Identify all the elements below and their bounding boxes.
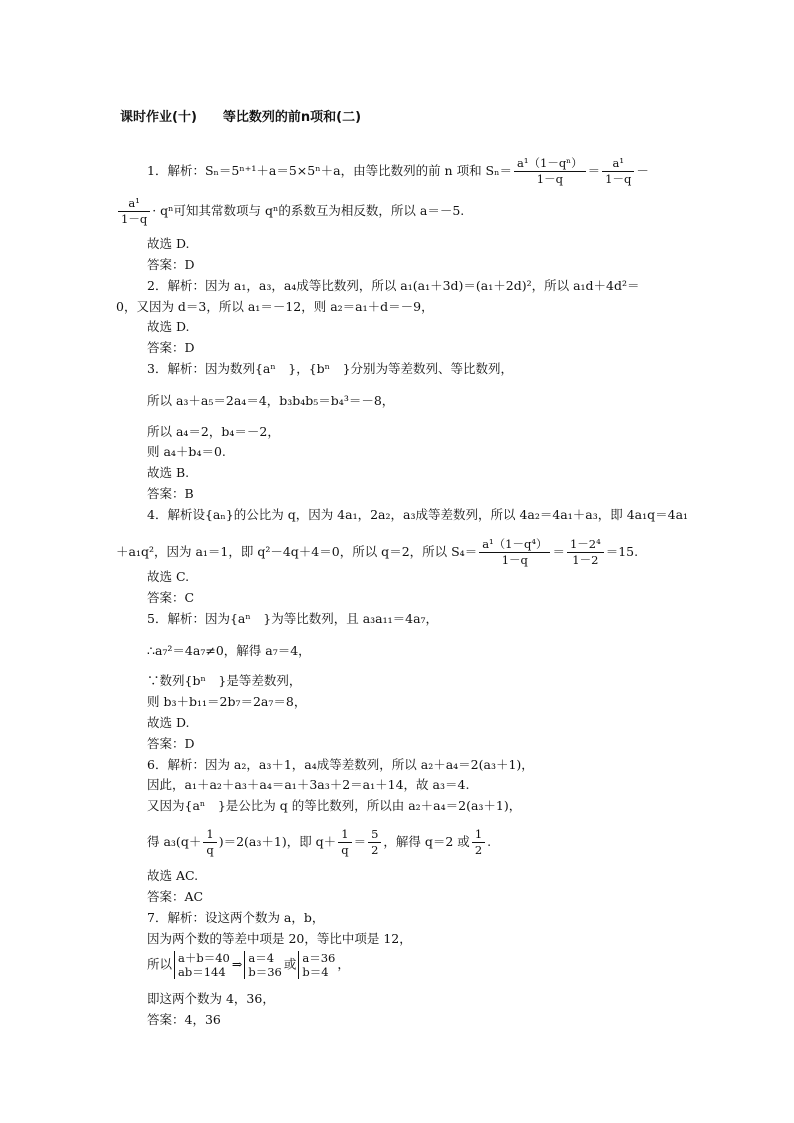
solution-7-line-3: 所以 a＋b＝40 ab＝144 ⇒ a＝4 b＝36 或 a＝36 b＝4 ， (147, 951, 350, 979)
fraction: $\frac{\text{a¹}}{1-q}$ (118, 196, 150, 227)
solution-line: 故选 D. (147, 319, 190, 334)
solution-line: ∵数列{bⁿ }是等差数列， (147, 673, 302, 688)
fraction: $\frac{5}{2}$ (368, 827, 381, 858)
answer-line: 答案：4，36 (147, 1012, 221, 1027)
solution-line: 0，又因为 d＝3，所以 a₁＝－12，则 a₂＝a₁＋d＝－9， (116, 299, 434, 314)
solution-line: 则 a₄＋b₄＝0. (147, 444, 226, 459)
answer-line: 答案：C (147, 590, 195, 605)
solution-line: 故选 C. (147, 569, 190, 584)
solution-line: 则 b₃＋b₁₁＝2b₇＝2a₇＝8， (147, 694, 307, 709)
page-title: 课时作业(十) 等比数列的前n项和(二) (120, 110, 362, 125)
solution-line: 2．解析：因为 a₁，a₃，a₄成等比数列，所以 a₁(a₁＋3d)＝(a₁＋2d)²，所以 a₁d＋4d²＝ (147, 278, 640, 293)
solution-line: 7．解析：设这两个数为 a，b， (147, 910, 325, 925)
solution-line: 所以 a₄＝2，b₄＝－2， (147, 424, 280, 439)
solution-line: 所以 a₃＋a₅＝2a₄＝4，b₃b₄b₅＝b₄³＝－8， (147, 393, 395, 408)
solution-line: 因此，a₁＋a₂＋a₃＋a₄＝a₁＋3a₃＋2＝a₁＋14，故 a₃＝4. (147, 777, 470, 792)
fraction: $\frac{1}{q}$ (203, 827, 216, 858)
solution-line: 因为两个数的等差中项是 20，等比中项是 12， (147, 931, 412, 946)
solution-line: 又因为{aⁿ }是公比为 q 的等比数列，所以由 a₂＋a₄＝2(a₃＋1)， (147, 798, 522, 813)
solution-1-line-2: $\frac{\text{a¹}}{1-q}$ · qⁿ可知其常数项与 qⁿ的系数互为相反数，所以 a＝－5. (116, 196, 464, 227)
fraction: $\frac{\text{a¹（1－q⁴）}}{1-q}$ (479, 537, 550, 568)
solution-line: 故选 B. (147, 465, 190, 480)
solution-line: ∴a₇²＝4a₇≠0，解得 a₇＝4， (147, 643, 311, 658)
answer-line: 答案：B (147, 486, 194, 501)
answer-line: 答案：D (147, 257, 195, 272)
fraction: $\frac{\text{a¹}}{1-q}$ (602, 156, 634, 187)
equation-system: a＋b＝40 ab＝144 (174, 951, 230, 979)
solution-line: 故选 AC. (147, 868, 199, 883)
solution-4-line-2: ＋a₁q²，因为 a₁＝1，即 q²－4q＋4＝0，所以 q＝2，所以 S₄＝ $\frac{\text{a¹（1－q⁴）}}{1-q}$ ＝ $\frac{\text{1－2⁴}}{1-2}$ ＝15. (116, 537, 639, 567)
solution-line: 故选 D. (147, 236, 190, 251)
solution-line: 4．解析设{aₙ}的公比为 q，因为 4a₁，2a₂，a₃成等差数列，所以 4a₂＝4a₁＋a₃，即 4a₁q＝4a₁ (147, 507, 689, 522)
equation-system: a＝4 b＝36 (244, 951, 282, 979)
fraction: $\frac{1}{2}$ (472, 827, 485, 858)
solution-line: 5．解析：因为{aⁿ }为等比数列，且 a₃a₁₁＝4a₇， (147, 611, 439, 626)
answer-line: 答案：AC (147, 889, 204, 904)
solution-line: 即这两个数为 4，36， (147, 991, 275, 1006)
answer-line: 答案：D (147, 340, 195, 355)
solution-line: 3．解析：因为数列{aⁿ }，{bⁿ }分别为等差数列、等比数列， (147, 361, 514, 376)
fraction: $\frac{1}{q}$ (338, 827, 351, 858)
solution-6-line-4: 得 a₃(q＋ $\frac{1}{q}$ )＝2(a₃＋1)，即 q＋ $\frac{1}{q}$ ＝ $\frac{5}{2}$ ，解得 q＝2 或 $\frac{1}{2}$ . (147, 827, 492, 857)
solution-line: 故选 D. (147, 715, 190, 730)
solution-line: 6．解析：因为 a₂，a₃＋1，a₄成等差数列，所以 a₂＋a₄＝2(a₃＋1)， (147, 757, 534, 772)
equation-system: a＝36 b＝4 (298, 951, 335, 979)
fraction: $\frac{\text{a¹（1－qⁿ）}}{1-q}$ (514, 156, 586, 187)
fraction: $\frac{\text{1－2⁴}}{1-2}$ (567, 537, 604, 568)
solution-1-line-1: 1．解析：Sₙ＝5ⁿ⁺¹＋a＝5×5ⁿ＋a，由等比数列的前 n 项和 Sₙ＝ $\frac{\text{a¹（1－qⁿ）}}{1-q}$ ＝ $\frac{\text{a¹}}{1-q}$ － (147, 156, 649, 186)
answer-line: 答案：D (147, 736, 195, 751)
